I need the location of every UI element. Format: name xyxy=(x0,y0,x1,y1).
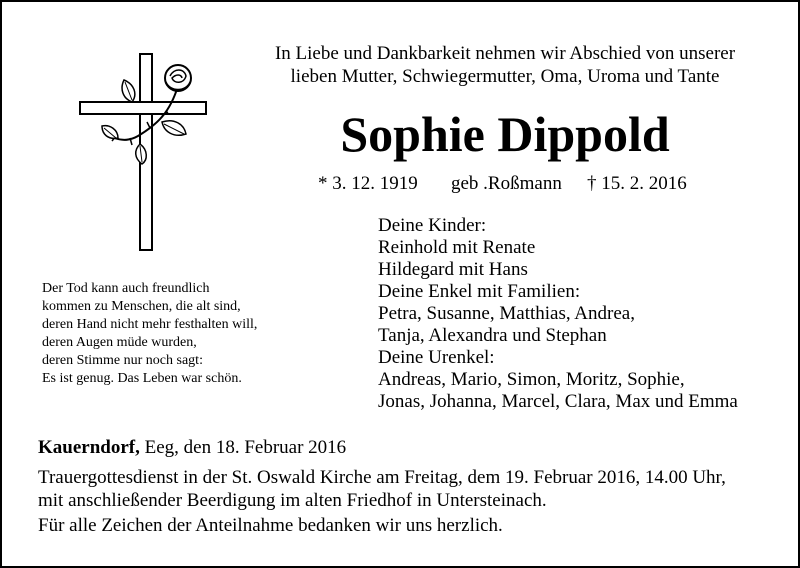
mourners-line: Petra, Susanne, Matthias, Andrea, xyxy=(378,303,635,324)
cross-with-rose-icon xyxy=(78,52,208,254)
maiden-name: geb .Roßmann xyxy=(451,173,562,194)
poem xyxy=(42,280,257,388)
place-date: Eeg, den 18. Februar 2016 xyxy=(139,437,347,458)
mourners-line: Andreas, Mario, Simon, Moritz, Sophie, xyxy=(378,369,685,390)
mourners-list xyxy=(378,215,738,413)
service-info xyxy=(38,466,726,512)
mourners-line: Tanja, Alexandra und Stephan xyxy=(378,325,607,346)
death-date: † 15. 2. 2016 xyxy=(587,173,687,194)
mourners-line: Deine Kinder: xyxy=(378,215,487,236)
intro-text xyxy=(230,42,780,88)
mourners-line: Deine Enkel mit Familien: xyxy=(378,281,581,302)
intro-line-2: lieben Mutter, Schwiegermutter, Oma, Uroma und Tante xyxy=(290,66,720,87)
poem-line: deren Stimme nur noch sagt: xyxy=(42,353,203,368)
mourners-line: Jonas, Johanna, Marcel, Clara, Max und Emma xyxy=(378,391,738,412)
poem-line: Der Tod kann auch freundlich xyxy=(42,281,210,296)
birth-date: * 3. 12. 1919 xyxy=(318,173,418,194)
poem-line: Es ist genug. Das Leben war schön. xyxy=(42,371,242,386)
deceased-name: Sophie Dippold xyxy=(340,106,670,162)
service-line-2: mit anschließender Beerdigung im alten Friedhof in Untersteinach. xyxy=(38,490,547,511)
thanks-line: Für alle Zeichen der Anteilnahme bedanken wir uns herzlich. xyxy=(38,515,503,536)
poem-line: deren Augen müde wurden, xyxy=(42,335,197,350)
poem-line: kommen zu Menschen, die alt sind, xyxy=(42,299,241,314)
intro-line-1: In Liebe und Dankbarkeit nehmen wir Abschied von unserer xyxy=(274,43,736,64)
town-name: Kauerndorf, xyxy=(38,437,140,458)
mourners-line: Deine Urenkel: xyxy=(378,347,495,368)
mourners-line: Reinhold mit Renate xyxy=(378,237,536,258)
service-line-1: Trauergottesdienst in der St. Oswald Kirche am Freitag, dem 19. Februar 2016, 14.00 Uhr, xyxy=(38,467,726,488)
place-date-line xyxy=(38,436,346,459)
poem-line: deren Hand nicht mehr festhalten will, xyxy=(42,317,258,332)
mourners-line: Hildegard mit Hans xyxy=(378,259,528,280)
